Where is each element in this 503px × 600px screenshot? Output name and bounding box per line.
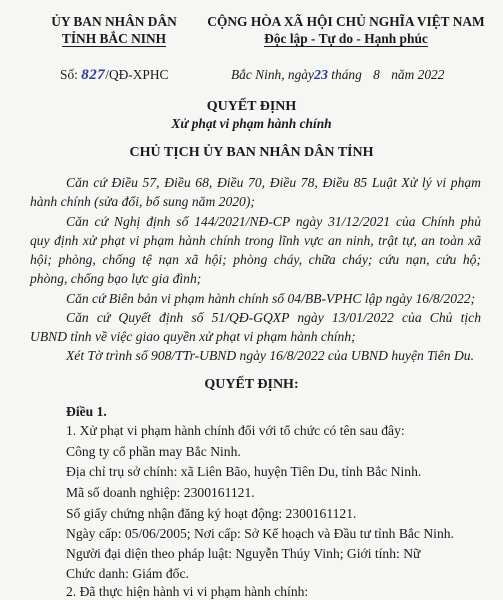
legal-basis-2-line4: phòng, chống bạo lực gia đình; (30, 271, 202, 286)
org-name: Công ty cổ phần may Bắc Ninh. (66, 444, 241, 459)
issuing-authority: CHỦ TỊCH ỦY BAN NHÂN DÂN TỈNH (129, 145, 374, 160)
legal-basis-2-line3: hội; phòng, chống tệ nạn xã hội; phòng cháy, chữa cháy; cứu nạn, cứu hộ; (30, 252, 481, 267)
org-legal-representative: Người đại diện theo pháp luật: Nguyễn Thúy Vinh; Giới tính: Nữ (66, 546, 421, 561)
org-address: Địa chỉ trụ sở chính: xã Liên Bão, huyện Tiên Du, tỉnh Bắc Ninh. (66, 464, 422, 479)
date-prefix: Bắc Ninh, ngày (231, 67, 314, 82)
org-enterprise-code: Mã số doanh nghiệp: 2300161121. (66, 485, 255, 500)
article1-item2: 2. Đã thực hiện hành vi vi phạm hành chính: (66, 584, 309, 599)
document-number-handwritten: 827 (81, 67, 106, 83)
document-subtitle: Xử phạt vi phạm hành chính (171, 116, 332, 131)
org-registration-number: Số giấy chứng nhận đăng ký hoạt động: 2300161121. (66, 506, 357, 521)
date-suffix: năm 2022 (391, 67, 445, 82)
legal-basis-1-line1: Căn cứ Điều 57, Điều 68, Điều 70, Điều 78, Điều 85 Luật Xử lý vi phạm (66, 175, 481, 190)
issuing-agency-line2 (44, 31, 184, 47)
date-month: 8 (373, 67, 380, 82)
issuing-agency-line1: ỦY BAN NHÂN DÂN (51, 14, 177, 29)
legal-basis-4-line2: UBND tỉnh về việc giao quyền xử phạt vi phạm hành chính; (30, 329, 356, 344)
article1-item1: 1. Xử phạt vi phạm hành chính đối với tổ chức có tên sau đây: (66, 423, 405, 438)
legal-basis-2-line1: Căn cứ Nghị định số 144/2021/NĐ-CP ngày 31/12/2021 của Chính phủ (66, 214, 481, 229)
document-date (231, 67, 444, 84)
national-motto-wrap (196, 31, 496, 47)
legal-basis-5: Xét Tờ trình số 908/TTr-UBND ngày 16/8/2022 của UBND huyện Tiên Du. (66, 348, 474, 363)
date-middle: tháng (331, 67, 362, 82)
org-representative-title: Chức danh: Giám đốc. (66, 566, 189, 581)
legal-basis-3: Căn cứ Biên bản vi phạm hành chính số 04/BB-VPHC lập ngày 16/8/2022; (66, 291, 476, 306)
article1-heading: Điều 1. (66, 404, 107, 419)
document-number-prefix: Số: (60, 67, 78, 82)
national-motto: Độc lập - Tự do - Hạnh phúc (264, 31, 428, 46)
org-issue-info: Ngày cấp: 05/06/2005; Nơi cấp: Sở Kế hoạch và Đầu tư tỉnh Bắc Ninh. (66, 526, 454, 541)
document-number (60, 67, 168, 84)
legal-basis-4-line1: Căn cứ Quyết định số 51/QĐ-GQXP ngày 13/01/2022 của Chủ tịch (66, 310, 481, 325)
national-title: CỘNG HÒA XÃ HỘI CHỦ NGHĨA VIỆT NAM (207, 14, 485, 29)
legal-basis-1-line2: hành chính (sửa đổi, bổ sung năm 2020); (30, 194, 255, 209)
decision-heading: QUYẾT ĐỊNH: (204, 377, 299, 392)
date-day-handwritten: 23 (313, 68, 328, 83)
document-title: QUYẾT ĐỊNH (206, 99, 297, 114)
document-number-suffix: /QĐ-XPHC (105, 67, 169, 82)
issuing-agency-province: TỈNH BẮC NINH (61, 31, 167, 46)
legal-basis-2-line2: quy định xử phạt vi phạm hành chính trong lĩnh vực an ninh, trật tự, an toàn xã (30, 233, 481, 248)
